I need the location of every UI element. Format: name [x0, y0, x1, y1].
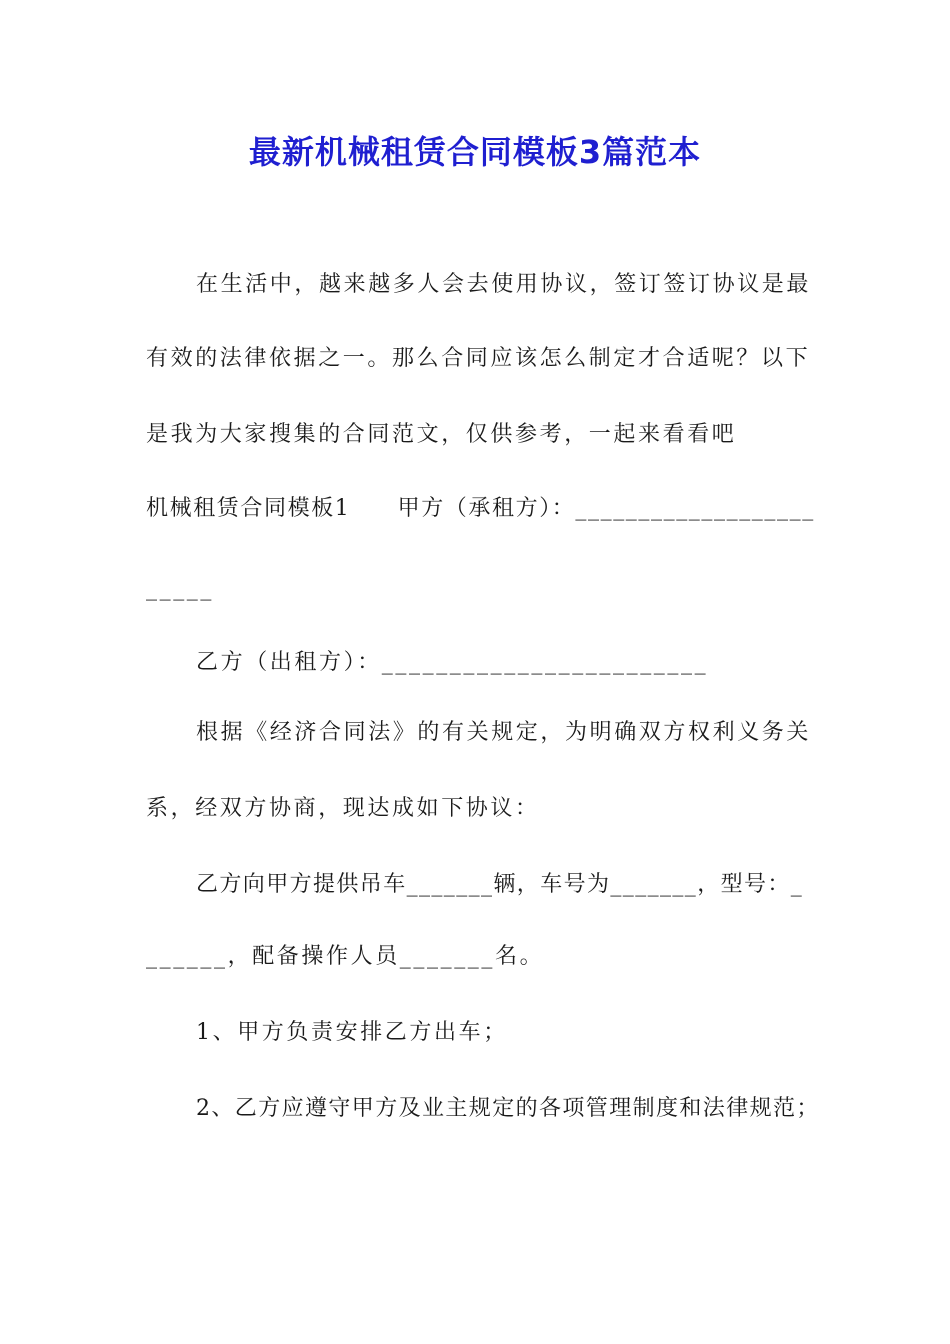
party-b-line: 乙方（出租方）：________________________ [196, 650, 709, 675]
paragraph-line: 在生活中，越来越多人会去使用协议，签订签订协议是最 [196, 272, 812, 297]
clause-1: 1、甲方负责安排乙方出车； [196, 1020, 508, 1045]
clause-2: 2、乙方应遵守甲方及业主规定的各项管理制度和法律规范； [196, 1096, 820, 1121]
paragraph-line: 根据《经济合同法》的有关规定，为明确双方权利义务关 [196, 720, 812, 745]
paragraph-line: 有效的法律依据之一。那么合同应该怎么制定才合适呢？以下 [146, 346, 811, 371]
crane-clause-line: ______，配备操作人员_______名。 [146, 944, 545, 969]
document-title: 最新机械租赁合同模板3篇范本 [248, 133, 702, 171]
blank-continuation: _____ [146, 576, 214, 601]
contract-heading-line: 机械租赁合同模板1 甲方（承租方）：___________________ [146, 496, 815, 521]
paragraph-line: 是我为大家搜集的合同范文，仅供参考，一起来看看吧 [146, 422, 737, 447]
crane-clause-line: 乙方向甲方提供吊车_______辆，车号为_______，型号：_ [196, 872, 804, 897]
paragraph-line: 系，经双方协商，现达成如下协议： [146, 796, 540, 821]
